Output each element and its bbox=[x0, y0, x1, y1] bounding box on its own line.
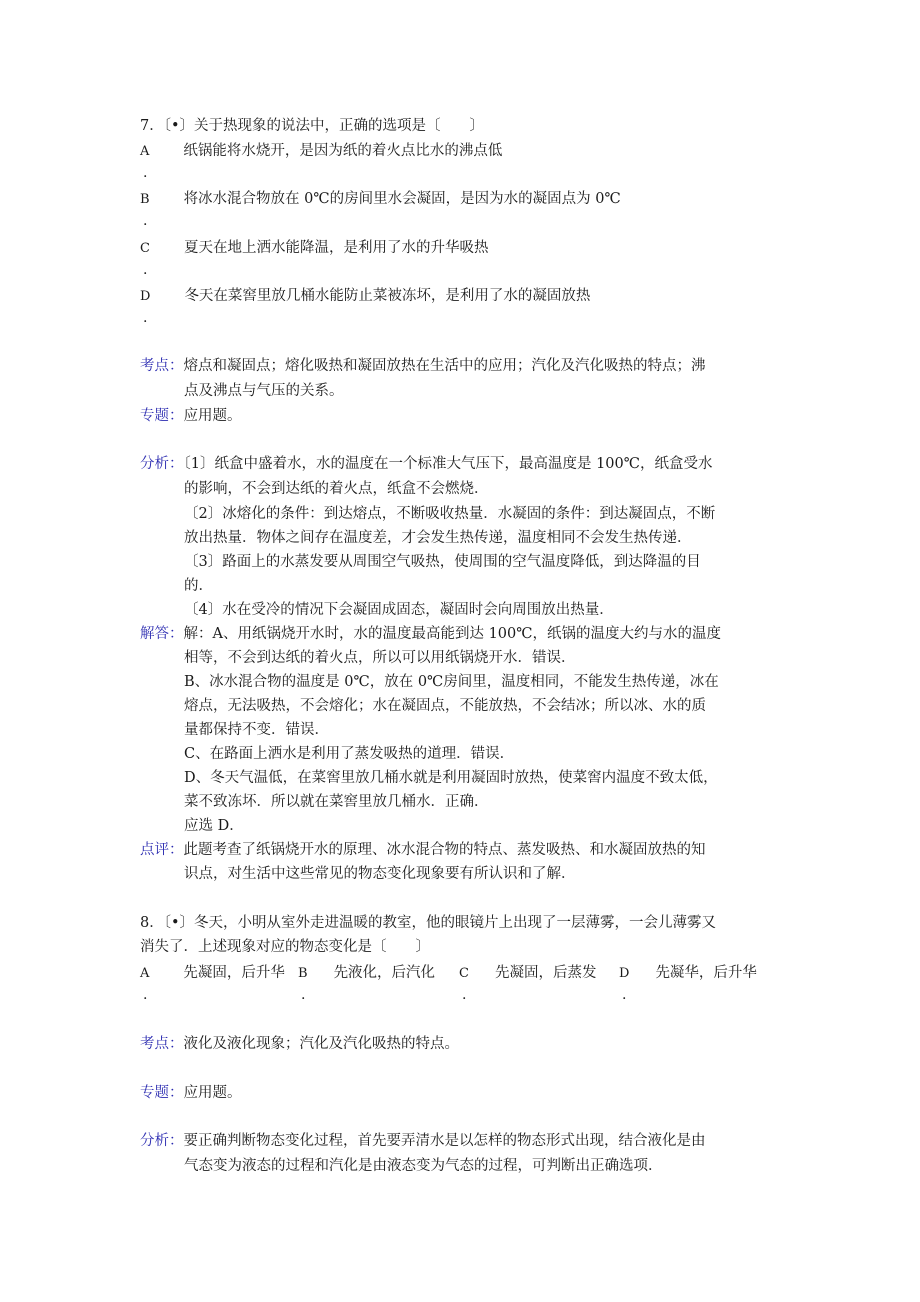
kaodian-text: 液化及液化现象；汽化及汽化吸热的特点。 bbox=[183, 1036, 459, 1052]
q8-option-b bbox=[298, 963, 435, 984]
jieda-line: 解：A、用纸锅烧开水时，水的温度最高能到达 100℃，纸锅的温度大约与水的温度 bbox=[183, 626, 721, 642]
fenxi-line: 放出热量．物体之间存在温度差，才会发生热传递，温度相同不会发生热传递． bbox=[184, 530, 692, 546]
fenxi-line: 〔3〕路面上的水蒸发要从周围空气吸热，使周围的空气温度降低，到达降温的目 bbox=[184, 554, 701, 570]
option-letter: B bbox=[140, 192, 150, 207]
fenxi-line: 要正确判断物态变化过程，首先要弄清水是以怎样的物态形式出现，结合液化是由 bbox=[183, 1133, 706, 1149]
option-dot: . bbox=[143, 213, 148, 229]
option-dot: . bbox=[462, 987, 467, 1003]
fenxi-label: 分析： bbox=[140, 1133, 184, 1149]
option-letter: A bbox=[140, 966, 150, 981]
q7-jieda bbox=[140, 624, 721, 644]
option-letter: C bbox=[459, 966, 469, 981]
option-text: 先液化，后汽化 bbox=[333, 965, 436, 981]
jieda-line: 应选 D． bbox=[184, 818, 244, 834]
option-letter: D bbox=[619, 966, 630, 981]
option-dot: . bbox=[143, 165, 148, 181]
q7-kaodian bbox=[140, 356, 706, 376]
option-text: 先凝固，后蒸发 bbox=[494, 965, 597, 981]
dianping-line: 此题考查了纸锅烧开水的原理、冰水混合物的特点、蒸发吸热、和水凝固放热的知 bbox=[183, 842, 706, 858]
q7-option-d bbox=[140, 286, 590, 307]
option-dot: . bbox=[143, 987, 148, 1003]
kaodian-line: 点及沸点与气压的关系。 bbox=[184, 383, 344, 399]
q7-option-b bbox=[140, 189, 621, 210]
fenxi-line: 〔1〕纸盒中盛着水，水的温度在一个标准大气压下，最高温度是 100℃，纸盒受水 bbox=[183, 456, 713, 472]
option-text: 先凝华，后升华 bbox=[655, 965, 757, 981]
fenxi-line: 的． bbox=[184, 578, 213, 594]
kaodian-label: 考点： bbox=[140, 358, 184, 374]
jieda-line: 熔点，无法吸热，不会熔化；水在凝固点，不能放热，不会结冰；所以冰、水的质 bbox=[184, 698, 706, 714]
kaodian-label: 考点： bbox=[140, 1036, 184, 1052]
q8-option-a bbox=[140, 963, 285, 984]
jieda-line: 菜不致冻坏．所以就在菜窖里放几桶水．正确． bbox=[184, 794, 489, 810]
option-dot: . bbox=[143, 310, 148, 326]
zhuanti-text: 应用题。 bbox=[183, 408, 242, 424]
fenxi-line: 气态变为液态的过程和汽化是由液态变为气态的过程，可判断出正确选项． bbox=[184, 1158, 663, 1174]
q7-dianping bbox=[140, 840, 706, 860]
option-letter: A bbox=[140, 144, 150, 159]
q8-stem-line: 8．〔•〕冬天，小明从室外走进温暖的教室，他的眼镜片上出现了一层薄雾，一会儿薄雾又 bbox=[140, 915, 717, 931]
q7-zhuanti bbox=[140, 406, 242, 426]
q8-option-c bbox=[459, 963, 596, 984]
option-letter: B bbox=[298, 966, 308, 981]
fenxi-line: 〔2〕冰熔化的条件：到达熔点，不断吸收热量．水凝固的条件：到达凝固点，不断 bbox=[184, 506, 716, 522]
q8-fenxi bbox=[140, 1131, 706, 1151]
q7-fenxi bbox=[140, 454, 712, 474]
q8-zhuanti bbox=[140, 1083, 242, 1103]
jieda-line: D、冬天气温低，在菜窖里放几桶水就是利用凝固时放热，使菜窖内温度不致太低， bbox=[184, 770, 718, 786]
zhuanti-label: 专题： bbox=[140, 1085, 184, 1101]
zhuanti-text: 应用题。 bbox=[183, 1085, 242, 1101]
zhuanti-label: 专题： bbox=[140, 408, 184, 424]
dianping-line: 识点，对生活中这些常见的物态变化现象要有所认识和了解． bbox=[184, 866, 576, 882]
option-dot: . bbox=[622, 987, 627, 1003]
jieda-line: C、在路面上洒水是利用了蒸发吸热的道理．错误． bbox=[184, 746, 515, 762]
option-dot: . bbox=[143, 262, 148, 278]
q8-stem-line: 消失了．上述现象对应的物态变化是〔 〕 bbox=[140, 939, 430, 955]
option-dot: . bbox=[301, 987, 306, 1003]
q7-option-c bbox=[140, 238, 488, 259]
option-letter: D bbox=[140, 289, 151, 304]
kaodian-line: 熔点和凝固点；熔化吸热和凝固放热在生活中的应用；汽化及汽化吸热的特点；沸 bbox=[183, 358, 706, 374]
dianping-label: 点评： bbox=[140, 842, 184, 858]
fenxi-line: 〔4〕水在受冷的情况下会凝固成固态，凝固时会向周围放出热量． bbox=[184, 602, 614, 618]
fenxi-line: 的影响，不会到达纸的着火点，纸盒不会燃烧． bbox=[184, 481, 489, 497]
jieda-line: B、冰水混合物的温度是 0℃，放在 0℃房间里，温度相同，不能发生热传递，冰在 bbox=[184, 674, 719, 690]
option-text: 将冰水混合物放在 0℃的房间里水会凝固，是因为水的凝固点为 0℃ bbox=[183, 191, 621, 207]
q8-option-d bbox=[619, 963, 757, 984]
option-text: 夏天在地上洒水能降温，是利用了水的升华吸热 bbox=[183, 240, 489, 256]
option-letter: C bbox=[140, 241, 150, 256]
q7-option-a bbox=[140, 141, 502, 162]
option-text: 纸锅能将水烧开，是因为纸的着火点比水的沸点低 bbox=[183, 143, 503, 159]
jieda-line: 相等，不会到达纸的着火点，所以可以用纸锅烧开水．错误． bbox=[184, 650, 576, 666]
jieda-line: 量都保持不变．错误． bbox=[184, 722, 329, 738]
option-text: 冬天在菜窖里放几桶水能防止菜被冻坏，是利用了水的凝固放热 bbox=[184, 288, 591, 304]
fenxi-label: 分析： bbox=[140, 456, 184, 472]
q7-stem: 7．〔•〕关于热现象的说法中，正确的选项是〔 〕 bbox=[140, 118, 485, 134]
jieda-label: 解答： bbox=[140, 626, 184, 642]
q8-kaodian bbox=[140, 1034, 459, 1054]
option-text: 先凝固，后升华 bbox=[183, 965, 285, 981]
